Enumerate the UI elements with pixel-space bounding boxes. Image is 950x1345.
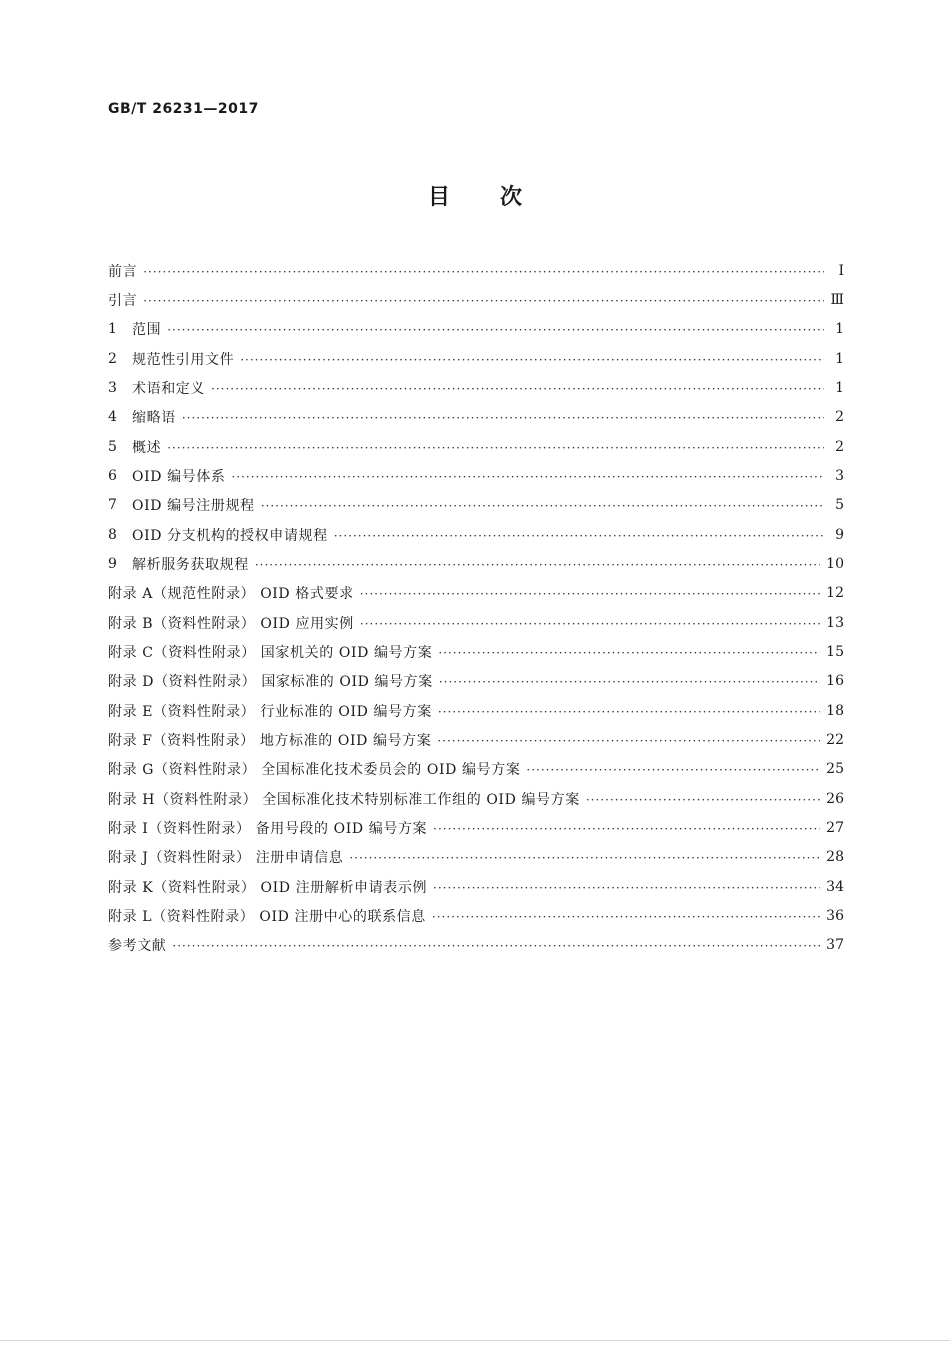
toc-entry-appendix-i[interactable]	[108, 813, 844, 842]
toc-entry-label: 参考文献	[108, 938, 167, 955]
page-title: 目次	[427, 185, 572, 210]
toc-entry-page: 34	[826, 878, 844, 895]
toc-leader-dots	[439, 675, 820, 689]
toc-leader-dots	[526, 763, 820, 777]
toc-entry-label: 范围	[132, 322, 162, 339]
toc-leader-dots	[255, 558, 820, 572]
toc-leader-dots	[334, 529, 824, 543]
toc-entry-appendix-d[interactable]	[108, 667, 844, 696]
toc-entry-label: 概述	[132, 439, 162, 456]
toc-entry-page: 9	[835, 526, 844, 543]
toc-entry-page: 1	[835, 350, 844, 367]
toc-entry-label: 附录 B（资料性附录） OID 应用实例	[108, 615, 354, 632]
toc-entry-appendix-b[interactable]	[108, 608, 844, 637]
toc-entry-appendix-g[interactable]	[108, 755, 844, 784]
toc-entry-label: 缩略语	[132, 410, 176, 427]
toc-leader-dots	[438, 646, 820, 660]
toc-entry-label: 解析服务获取规程	[132, 556, 249, 573]
toc-leader-dots	[586, 793, 820, 807]
toc-leader-dots	[433, 881, 820, 895]
toc-leader-dots	[167, 441, 824, 455]
toc-entry-page: 13	[826, 614, 844, 631]
toc-entry-page: 1	[835, 379, 844, 396]
toc-entry-page: 27	[826, 819, 844, 836]
toc-entry-6[interactable]	[108, 461, 844, 490]
toc-entry-label: 规范性引用文件	[132, 351, 235, 368]
toc-entry-number: 1	[108, 321, 117, 338]
toc-entry-page: 1	[835, 321, 844, 338]
toc-entry-label: 前言	[108, 263, 138, 280]
toc-entry-page: 36	[826, 907, 844, 924]
toc-leader-dots	[231, 470, 824, 484]
toc-entry-7[interactable]	[108, 491, 844, 520]
toc-entry-number: 4	[108, 409, 117, 426]
toc-entry-4[interactable]	[108, 403, 844, 432]
toc-entry-number: 5	[108, 438, 117, 455]
toc-entry-appendix-e[interactable]	[108, 696, 844, 725]
toc-entry-page: 2	[835, 409, 844, 426]
table-of-contents	[108, 256, 844, 960]
toc-entry-label: 附录 G（资料性附录） 全国标准化技术委员会的 OID 编号方案	[108, 762, 521, 779]
toc-entry-appendix-l[interactable]	[108, 901, 844, 930]
toc-entry-label: OID 分支机构的授权申请规程	[132, 527, 328, 544]
toc-entry-label: OID 编号注册规程	[132, 498, 255, 515]
toc-entry-label: 附录 D（资料性附录） 国家标准的 OID 编号方案	[108, 674, 433, 691]
toc-entry-page: 2	[835, 438, 844, 455]
toc-entry-introduction[interactable]	[108, 285, 844, 314]
toc-entry-number: 6	[108, 467, 117, 484]
toc-entry-appendix-k[interactable]	[108, 872, 844, 901]
toc-entry-number: 8	[108, 526, 117, 543]
toc-entry-appendix-c[interactable]	[108, 637, 844, 666]
toc-leader-dots	[167, 323, 824, 337]
toc-entry-page: 28	[826, 849, 844, 866]
page-bottom-divider	[0, 1340, 950, 1341]
toc-entry-appendix-f[interactable]	[108, 725, 844, 754]
toc-entry-3[interactable]	[108, 373, 844, 402]
toc-entry-label: 附录 F（资料性附录） 地方标准的 OID 编号方案	[108, 732, 432, 749]
toc-entry-5[interactable]	[108, 432, 844, 461]
toc-leader-dots	[437, 734, 820, 748]
toc-entry-page: 3	[835, 467, 844, 484]
toc-entry-page: 37	[826, 937, 844, 954]
toc-leader-dots	[261, 499, 824, 513]
toc-leader-dots	[143, 265, 824, 279]
toc-entry-page: 25	[826, 761, 844, 778]
toc-entry-page: 15	[826, 643, 844, 660]
toc-leader-dots	[182, 411, 824, 425]
toc-entry-number: 2	[108, 350, 117, 367]
toc-leader-dots	[211, 382, 824, 396]
toc-entry-9[interactable]	[108, 549, 844, 578]
toc-entry-page: Ⅰ	[838, 262, 844, 279]
toc-entry-page: 16	[826, 673, 844, 690]
toc-entry-label: 附录 A（规范性附录） OID 格式要求	[108, 586, 354, 603]
toc-entry-page: 26	[826, 790, 844, 807]
toc-entry-2[interactable]	[108, 344, 844, 373]
toc-entry-number: 7	[108, 497, 117, 514]
toc-entry-page: 5	[835, 497, 844, 514]
toc-entry-label: 引言	[108, 292, 138, 309]
toc-entry-page: Ⅲ	[830, 291, 844, 308]
toc-entry-appendix-j[interactable]	[108, 843, 844, 872]
toc-entry-label: 附录 K（资料性附录） OID 注册解析申请表示例	[108, 879, 428, 896]
toc-leader-dots	[349, 851, 820, 865]
toc-entry-label: 附录 I（资料性附录） 备用号段的 OID 编号方案	[108, 820, 428, 837]
toc-entry-label: 附录 L（资料性附录） OID 注册中心的联系信息	[108, 908, 426, 925]
toc-entry-page: 18	[826, 702, 844, 719]
toc-leader-dots	[172, 939, 820, 953]
toc-entry-label: OID 编号体系	[132, 468, 226, 485]
toc-entry-appendix-h[interactable]	[108, 784, 844, 813]
toc-entry-bibliography[interactable]	[108, 931, 844, 960]
toc-leader-dots	[360, 617, 820, 631]
toc-leader-dots	[240, 353, 824, 367]
toc-entry-label: 附录 J（资料性附录） 注册申请信息	[108, 850, 344, 867]
toc-entry-8[interactable]	[108, 520, 844, 549]
toc-leader-dots	[360, 587, 820, 601]
toc-entry-page: 12	[826, 585, 844, 602]
toc-entry-1[interactable]	[108, 315, 844, 344]
toc-entry-page: 10	[826, 555, 844, 572]
toc-leader-dots	[432, 910, 820, 924]
standard-code: GB/T 26231—2017	[108, 101, 259, 117]
toc-entry-label: 附录 C（资料性附录） 国家机关的 OID 编号方案	[108, 644, 433, 661]
toc-entry-page: 22	[826, 731, 844, 748]
toc-entry-appendix-a[interactable]	[108, 579, 844, 608]
toc-entry-label: 术语和定义	[132, 380, 205, 397]
toc-leader-dots	[143, 294, 824, 308]
toc-leader-dots	[438, 705, 820, 719]
toc-entry-number: 3	[108, 379, 117, 396]
toc-leader-dots	[433, 822, 820, 836]
toc-entry-label: 附录 E（资料性附录） 行业标准的 OID 编号方案	[108, 703, 432, 720]
toc-entry-foreword[interactable]	[108, 256, 844, 285]
toc-entry-number: 9	[108, 555, 117, 572]
toc-entry-label: 附录 H（资料性附录） 全国标准化技术特别标准工作组的 OID 编号方案	[108, 791, 580, 808]
